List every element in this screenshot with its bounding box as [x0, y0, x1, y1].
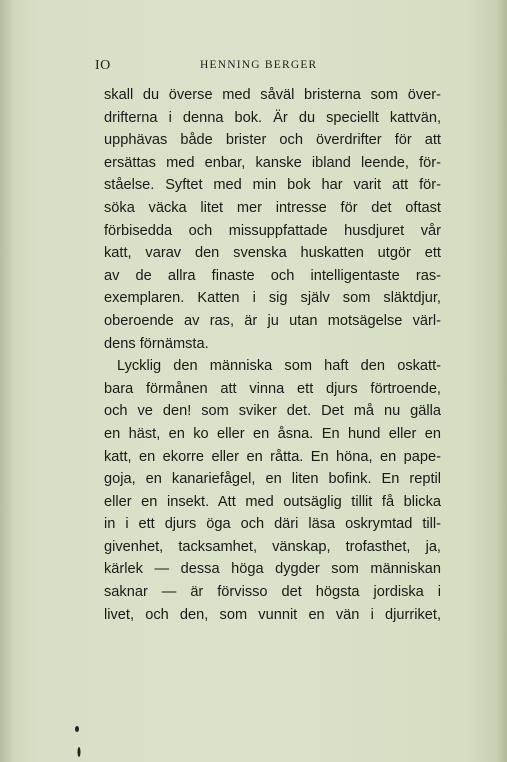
text-line: drifterna i denna bok. Är du speciellt kattvän, [104, 109, 441, 126]
text-line: ersättas med enbar, kanske ibland leende, för- [104, 154, 441, 171]
page-number: IO [95, 58, 111, 73]
text-line: och ve den! som sviker det. Det må nu gälla [104, 403, 441, 420]
page-shadow-right [497, 0, 507, 762]
text-line: bara förmånen att vinna ett djurs förtroende, [104, 380, 441, 397]
ink-speck [73, 724, 81, 734]
text-line: förbisedda och missuppfattade husdjuret vår [104, 222, 441, 239]
text-line: av de allra finaste och intelligentaste ras- [104, 267, 441, 284]
text-line: upphävas både brister och överdrifter för att [104, 132, 441, 149]
text-line: kärlek — dessa höga dygder som människan [104, 561, 441, 578]
text-line: goja, en kanariefågel, en liten bofink. En reptil [104, 471, 441, 488]
text-line: Lycklig den människa som haft den oskatt- [117, 358, 441, 375]
text-line: eller en insekt. Att med outsäglig tillit få blicka [104, 493, 441, 510]
text-line: oberoende av ras, är ju utan motsägelse värl- [104, 312, 441, 329]
body-text [104, 84, 441, 626]
text-line: söka väcka litet mer intresse för det oftast [104, 199, 441, 216]
ink-speck [76, 745, 82, 759]
page-header [95, 58, 441, 76]
text-line: in i ett djurs öga och däri läsa oskrymtad till- [104, 516, 441, 533]
text-line: dens förnämsta. [104, 335, 209, 352]
running-title: HENNING BERGER [200, 59, 318, 71]
text-line: skall du överse med såväl bristerna som över- [104, 87, 441, 103]
text-line: en häst, en ko eller en åsna. En hund eller en [104, 425, 441, 442]
text-line: katt, varav den svenska huskatten utgör ett [104, 245, 441, 262]
page-shadow-left [0, 0, 14, 762]
text-line: saknar — är förvisso det högsta jordiska i [104, 584, 441, 601]
text-line: exemplaren. Katten i sig själv som släktdjur, [104, 290, 441, 307]
text-line: ståelse. Syftet med min bok har varit att för- [104, 177, 441, 194]
text-line: katt, en ekorre eller en råtta. En höna, en pape- [104, 448, 441, 465]
text-line: givenhet, tacksamhet, vänskap, trofasthet, ja, [104, 538, 441, 555]
text-line: livet, och den, som vunnit en vän i djurriket, [104, 606, 441, 623]
